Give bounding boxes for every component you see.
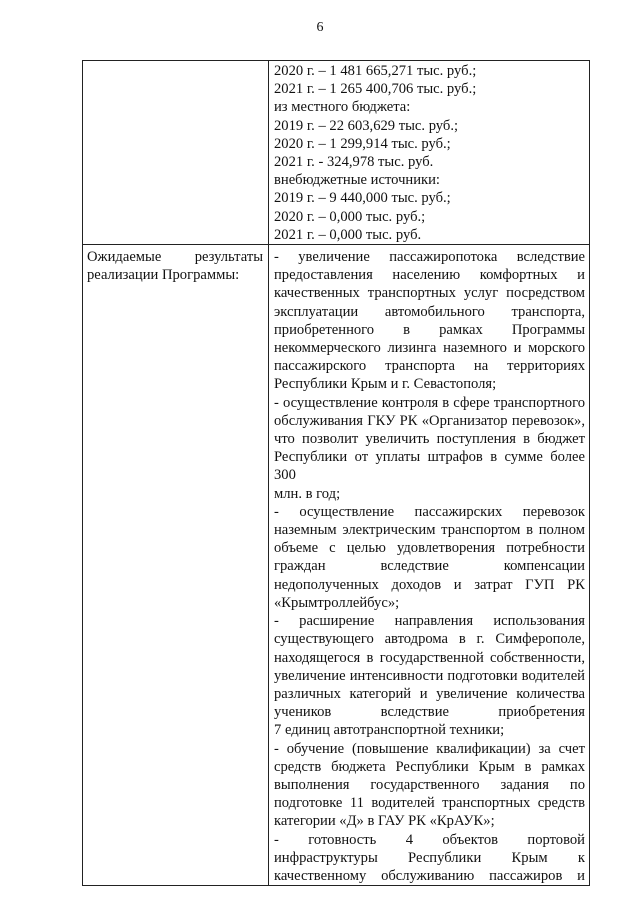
result-text-line: существующего автодрома в г. Симферополе, xyxy=(274,631,585,648)
result-text-line: пассажирского транспорта на территориях xyxy=(274,358,585,375)
result-text-line: подготовке 11 водителей транспортных средств xyxy=(274,795,585,812)
result-text-line: Республики Крым и г. Севастополя; xyxy=(274,376,497,393)
expected-results-label-line-2: реализации Программы: xyxy=(87,267,240,284)
expected-results-text-cell xyxy=(269,245,590,886)
expected-results-label-line-1: Ожидаемые результаты xyxy=(87,249,263,266)
funding-lines xyxy=(274,62,585,244)
funding-line: 2019 г. – 9 440,000 тыс. руб.; xyxy=(274,190,451,207)
result-text-line: 7 единиц автотранспортной техники; xyxy=(274,722,505,739)
expected-results-label-cell xyxy=(83,245,269,886)
result-text-line: - осуществление пассажирских перевозок xyxy=(274,503,585,520)
result-text-line: инфраструктуры Республики Крым к xyxy=(274,849,585,866)
funding-label-cell xyxy=(83,61,269,245)
program-passport-table xyxy=(82,60,590,886)
result-text-line: обслуживания ГКУ РК «Организатор перевозок», xyxy=(274,412,585,429)
result-text-line: различных категорий и увеличение количества xyxy=(274,685,585,702)
result-text-line: наземным электрическим транспортом в полном xyxy=(274,522,585,539)
result-text-line: - расширение направления использования xyxy=(274,613,585,630)
funding-line: 2020 г. – 1 299,914 тыс. руб.; xyxy=(274,135,451,152)
result-text-line: объеме с целью удовлетворения потребности xyxy=(274,540,585,557)
result-text-line: - готовность 4 объектов портовой xyxy=(274,831,585,848)
result-text-line: млн. в год; xyxy=(274,485,341,502)
result-text-line: граждан вследствие компенсации xyxy=(274,558,585,575)
result-text-line: категории «Д» в ГАУ РК «КрАУК»; xyxy=(274,813,495,830)
result-text-line: качественных транспортных услуг посредством xyxy=(274,285,585,302)
funding-line: 2019 г. – 22 603,629 тыс. руб.; xyxy=(274,117,459,134)
funding-values-cell xyxy=(269,61,590,245)
funding-line: из местного бюджета: xyxy=(274,99,411,116)
result-text-line: - обучение (повышение квалификации) за счет xyxy=(274,740,585,757)
result-text-line: выполнения государственного задания по xyxy=(274,776,585,793)
funding-line: 2021 г. – 1 265 400,706 тыс. руб.; xyxy=(274,81,477,98)
result-text-line: средств бюджета Республики Крым в рамках xyxy=(274,758,585,775)
funding-line: внебюджетные источники: xyxy=(274,172,440,189)
result-text-line: - осуществление контроля в сфере транспортного xyxy=(274,394,585,411)
page-number: 6 xyxy=(316,20,324,35)
funding-line: 2021 г. – 0,000 тыс. руб. xyxy=(274,226,422,243)
result-text-line: приобретенного в рамках Программы xyxy=(274,321,585,338)
funding-row xyxy=(83,61,590,245)
result-text-line: что позволит увеличить поступления в бюджет xyxy=(274,431,585,448)
result-text-line: эксплуатации автомобильного транспорта, xyxy=(274,303,585,320)
result-text-line: учеников вследствие приобретения xyxy=(274,704,585,721)
funding-line: 2020 г. – 1 481 665,271 тыс. руб.; xyxy=(274,63,477,79)
result-text-line: увеличение интенсивности подготовки водителей xyxy=(274,667,585,684)
result-text-line: предоставления населению комфортных и xyxy=(274,267,585,284)
result-text-line: Республики от уплаты штрафов в сумме более 300 xyxy=(274,449,585,484)
expected-results-lines xyxy=(274,248,585,885)
result-text-line: «Крымтроллейбус»; xyxy=(274,594,400,611)
funding-line: 2020 г. – 0,000 тыс. руб.; xyxy=(274,208,426,225)
result-text-line: - увеличение пассажиропотока вследствие xyxy=(274,249,585,266)
result-text-line: некоммерческого лизинга наземного и морского xyxy=(274,340,585,357)
result-text-line: недополученных доходов и затрат ГУП РК xyxy=(274,576,585,593)
result-text-line: качественному обслуживанию пассажиров и xyxy=(274,867,585,884)
funding-line: 2021 г. - 324,978 тыс. руб. xyxy=(274,154,434,171)
expected-results-row xyxy=(83,245,590,886)
result-text-line: находящегося в государственной собственности, xyxy=(274,649,585,666)
